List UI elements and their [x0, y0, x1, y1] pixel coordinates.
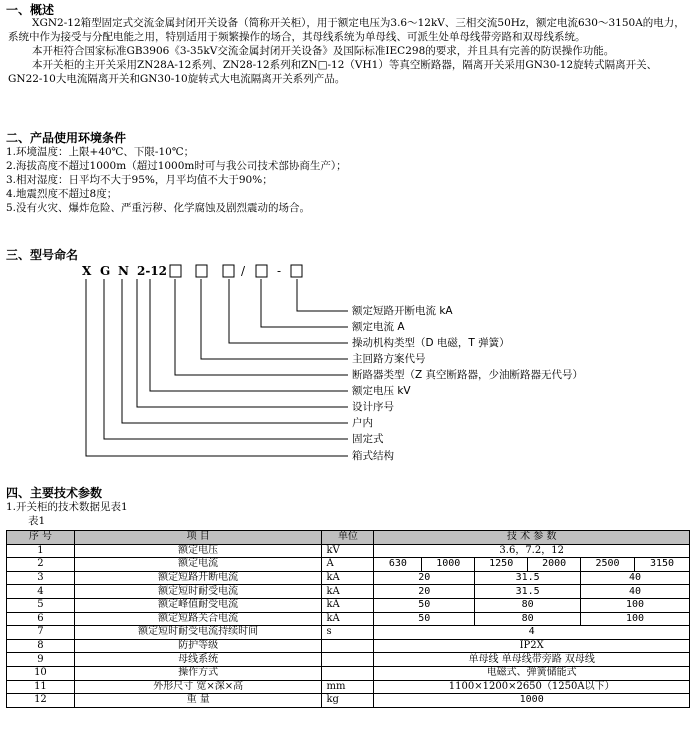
row-value: 1250 — [475, 558, 528, 572]
overview-para-1: XGN2-12箱型固定式交流金属封闭开关设备（简称开关柜），用于额定电压为3.6～12kV、三相交流50Hz，额定电流630～3150A的电力，系统中作为接受与分配电能之用，特别适用于频繁操作的场合，其母线系统为单母线、可派生处单母线带旁路和双母线系统。 — [8, 17, 685, 43]
row-value: 电磁式、弹簧储能式 — [374, 666, 690, 680]
row-unit: kA — [322, 585, 374, 599]
row-value: 1000 — [374, 694, 690, 708]
row-item: 额定峰值耐受电流 — [74, 598, 322, 612]
table-row — [7, 666, 690, 680]
row-no: 10 — [7, 666, 75, 680]
overview-para-2: 本开柜符合国家标准GB3906《3-35kV交流金属封闭开关设备》及国际标准IEC298的要求，并且具有完善的防误操作功能。 — [32, 45, 615, 57]
row-item: 额定短路关合电流 — [74, 612, 322, 626]
row-no: 2 — [7, 558, 75, 572]
row-unit: kg — [322, 694, 374, 708]
row-value: 40 — [581, 585, 690, 599]
row-item: 防护等级 — [74, 639, 322, 653]
row-unit: kA — [322, 612, 374, 626]
header-unit: 单位 — [322, 531, 374, 545]
code-box-breaker-type — [170, 265, 181, 277]
section-1-title: 一、概述 — [6, 3, 55, 17]
tech-params-table — [6, 530, 690, 708]
row-unit — [322, 639, 374, 653]
row-item: 外形尺寸 宽×深×高 — [74, 680, 322, 694]
row-value: 20 — [374, 571, 475, 585]
env-item-4: 4.地震烈度不超过8度； — [6, 188, 118, 200]
section-2-title: 二、产品使用环境条件 — [6, 131, 127, 145]
overview-paragraphs — [8, 16, 688, 86]
model-code-diagram — [0, 262, 700, 472]
table-row — [7, 626, 690, 640]
label-indoor: 户内 — [352, 417, 373, 429]
row-no: 5 — [7, 598, 75, 612]
label-rated-current: 额定电流 A — [352, 321, 405, 333]
code-box-rated-current — [256, 265, 267, 277]
code-g: G — [100, 264, 111, 278]
row-value: 3.6，7.2，12 — [374, 544, 690, 558]
row-value: 2000 — [528, 558, 581, 572]
row-value: 20 — [374, 585, 475, 599]
row-item: 母线系统 — [74, 653, 322, 667]
row-value: 2500 — [581, 558, 635, 572]
row-value: 单母线 单母线带旁路 双母线 — [374, 653, 690, 667]
row-value: 50 — [374, 612, 475, 626]
row-value: 1000 — [422, 558, 475, 572]
env-item-2: 2.海拔高度不超过1000m（超过1000m时可与我公司技术部协商生产）； — [6, 160, 347, 172]
row-unit: kA — [322, 571, 374, 585]
row-value: 31.5 — [475, 571, 581, 585]
table-header-row — [7, 531, 690, 545]
row-value: 1100×1200×2650（1250A以下） — [374, 680, 690, 694]
row-value: 4 — [374, 626, 690, 640]
row-value: IP2X — [374, 639, 690, 653]
code-box-mechanism — [223, 265, 234, 277]
row-item: 额定短时耐受电流 — [74, 585, 322, 599]
row-value: 3150 — [635, 558, 690, 572]
table-row — [7, 639, 690, 653]
table-caption: 表1 — [28, 515, 46, 527]
label-fixed: 固定式 — [352, 433, 384, 445]
row-item: 额定短时耐受电流持续时间 — [74, 626, 322, 640]
row-value: 630 — [374, 558, 422, 572]
row-value: 100 — [581, 598, 690, 612]
tech-data-intro: 1.开关柜的技术数据见表1 — [6, 501, 128, 513]
label-main-circuit-scheme: 主回路方案代号 — [352, 353, 426, 365]
row-item: 额定短路开断电流 — [74, 571, 322, 585]
header-params: 技 术 参 数 — [374, 531, 690, 545]
row-value: 31.5 — [475, 585, 581, 599]
table-row — [7, 585, 690, 599]
row-value: 80 — [475, 612, 581, 626]
row-no: 4 — [7, 585, 75, 599]
env-item-3: 3.相对湿度：日平均不大于95%，月平均值不大于90%； — [6, 174, 273, 186]
table-row — [7, 653, 690, 667]
header-no: 序 号 — [7, 531, 75, 545]
table-row — [7, 680, 690, 694]
code-n: N — [118, 264, 129, 278]
row-no: 12 — [7, 694, 75, 708]
env-item-5: 5.没有火灾、爆炸危险、严重污秽、化学腐蚀及剧烈震动的场合。 — [6, 202, 311, 214]
table-row — [7, 598, 690, 612]
row-unit — [322, 653, 374, 667]
row-item: 重 量 — [74, 694, 322, 708]
row-value: 40 — [581, 571, 690, 585]
section-4-title: 四、主要技术参数 — [6, 486, 103, 500]
row-unit: kA — [322, 598, 374, 612]
section-3-title: 三、型号命名 — [6, 248, 79, 262]
code-version: 2-12 — [137, 264, 168, 278]
table-row — [7, 558, 690, 572]
env-item-1: 1.环境温度：上限+40℃、下限-10℃； — [6, 146, 195, 158]
row-value: 50 — [374, 598, 475, 612]
row-item: 额定电压 — [74, 544, 322, 558]
label-design-serial: 设计序号 — [352, 401, 394, 413]
label-mechanism-type: 操动机构类型（D 电磁，T 弹簧） — [352, 337, 510, 349]
row-unit: kV — [322, 544, 374, 558]
table-row — [7, 544, 690, 558]
row-unit: mm — [322, 680, 374, 694]
code-slash: / — [241, 264, 246, 278]
table-row — [7, 694, 690, 708]
code-x: X — [82, 264, 92, 278]
row-no: 8 — [7, 639, 75, 653]
row-no: 3 — [7, 571, 75, 585]
label-box-structure: 箱式结构 — [352, 450, 394, 462]
row-no: 11 — [7, 680, 75, 694]
code-dash: - — [277, 264, 282, 278]
table-row — [7, 571, 690, 585]
row-unit: s — [322, 626, 374, 640]
code-box-breaking-current — [291, 265, 302, 277]
overview-para-3: 本开关柜的主开关采用ZN28A-12系列、ZN28-12系列和ZN□-12（VH1）等真空断路器，隔离开关采用GN30-12旋转式隔离开关、GN22-10大电流隔离开关和GN30-10旋转式大电流隔离开关系列产品。 — [8, 59, 658, 85]
row-no: 9 — [7, 653, 75, 667]
header-item: 项 目 — [74, 531, 322, 545]
row-no: 6 — [7, 612, 75, 626]
row-unit: A — [322, 558, 374, 572]
label-breaker-type: 断路器类型（Z 真空断路器，少油断路器无代号） — [352, 369, 584, 381]
row-no: 1 — [7, 544, 75, 558]
code-box-scheme — [196, 265, 207, 277]
label-rated-voltage: 额定电压 kV — [352, 385, 411, 397]
label-breaking-current: 额定短路开断电流 kA — [352, 305, 453, 317]
row-value: 100 — [581, 612, 690, 626]
row-value: 80 — [475, 598, 581, 612]
table-row — [7, 612, 690, 626]
row-item: 额定电流 — [74, 558, 322, 572]
row-no: 7 — [7, 626, 75, 640]
row-item: 操作方式 — [74, 666, 322, 680]
row-unit — [322, 666, 374, 680]
